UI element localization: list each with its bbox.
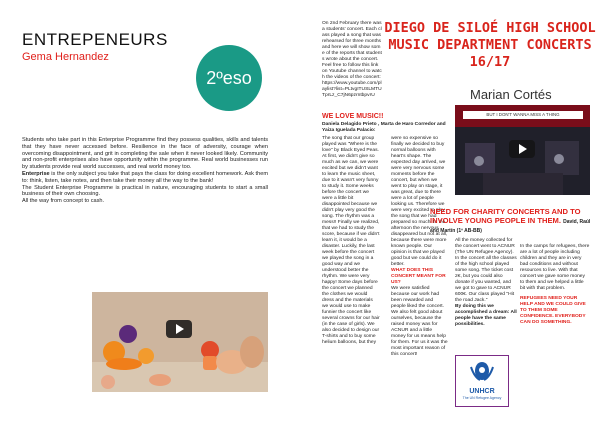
grade-badge [196,45,262,111]
grade-badge-label: 2ºeso [206,67,252,88]
concert-intro: On 2nd February there was a students' concert. Each class played a song that was rehearsed for three months and here we will show some of the reports that students wrote about the concert. Feel free to follow this link on Youtube channel to watch the videos of the concert:https://www.youtube.com/playlist?list=PLtvgITUSLMTUTprLz_C7jN6pzrntbpvrU [322,21,382,98]
video-thumbnail-illustration [92,292,268,392]
enterprise-bold: Enterprise [22,170,50,177]
intro-paragraph-2: Enterprise is the only subject you take that pays the class for doing excellent homework. Ask them to: think, listen, take notes, and then take their money all the way to the bank! [22,170,268,184]
charity-column-1: All the money collected for the concert went to ACNUR (The UN Refugee Agency). In the concert all the classes of the high school played some song. The ticket cost 2€, but you could also donate if you wanted, and we got to gave to ACNUR 600€. Our class played "Hit the road Jack." By doing this we accomplished a dream: All people have the same possibilities. [455,238,517,327]
author-name: Gema Hernandez [22,51,109,63]
video-play-button[interactable] [166,320,192,338]
concert-video-play-button[interactable] [509,140,535,158]
enterprise-video[interactable] [92,292,268,392]
unhcr-emblem-icon [467,359,497,383]
love-music-title: WE LOVE MUSIC!! [322,113,384,120]
charity-dream: By doing this we accomplished a dream: All people have the same possibilities. [455,304,517,327]
concert-byline: Daniela Delagido Prieto , Marta de Haro Corredor and Yaiza Iguelada Palacio: [322,122,446,133]
concert-video-banner: BUT I DON'T WANNA MISS A THING [463,111,583,119]
charity-byline: David, Raúl and Martín (1º AB-BB) [430,218,591,234]
teacher-name: Marian Cortés [470,87,552,102]
intro-paragraph-3: The Student Enterprise Programme is practical in nature, encouraging students to start a small business of their own choosing. [22,184,268,198]
intro-paragraph-1: Students who take part in this Enterprise Programme find they possess qualities, skills and talents that they have never accessed before. Resilience in the face of adversity, courage when overcoming disappointment, and grit in completing the sale when it never looked likely. Community and non-profit enterprises also have opportunity within the programme. Real world businesses run by students provide real world successes, and real world money too. [22,137,268,171]
concert-video[interactable] [455,105,590,195]
unhcr-sub: The UN Refugee Agency [462,396,502,400]
charity-title: NEED FOR CHARITY CONCERTS AND TO INVOLVE YOUNG PEOPLE IN THEM. David, Raúl and Martín (1º AB-BB) [430,207,591,234]
intro-paragraph-4: All the way from concept to cash. [22,198,105,205]
report-column-1: The song that our group played was "Where is the love" by Black Eyed Peas. At first, we didn't give so much as we can, we were excited but we didn't want to learn the music sheet, due to it wasn't very funny to study it. Some weeks before the concert we were a little bit disappointed because we didn't play very good the song. The rhythm was a mess!! Finally we realized, that we had to study the score, because if we didn't learn it, it would be a disaster. Luckily, the last week before the concert we played the song in a good way and we understood better the rhythm. We were very happy! Some days before the concert we planned the clothes we would dress and the materials we would use to make funnier the concert like several crowns for our hair (in the case of girls). We also decided to design our T-shirts and to buy some helium balloons, but they [322,136,380,345]
newsletter-heading: DIEGO DE SILOÉ HIGH SCHOOL MUSIC DEPARTMENT CONCERTS 16/17 [384,20,596,70]
article-title: ENTREPENEURS [22,30,168,49]
report-column-2: were so expensive so finally we decided to buy normal balloons with heart's shape. The expected day arrived, we were very nervous some moments before the concert, but when we went to play on stage, it was great, due to there were a lot of people looking us. Therefore we were very excited to play the song that we had prepared so much. In the afternoon the nervous disappeared but not at all, because there were more known people. Our opinion is that we played good but we could do it better. WHAT DOES THIS CONCERT MEANT FOR US? We were satisfied because our work had been rewarded and people liked the concert. We also felt good about ourselves, because the raised money was for ACNUR and a little money for us means help for them. For us it was the most important reason of this concert! [391,136,448,357]
charity-column-2: In the camps for refugees, there are a lot of people including children and they are in very bad conditions and without resources to live. With that concert we gave some money to them and we helped a little bit with that problem. REFUGEES NEED YOUR HELP AND WE COULD GIVE TO THEM SOME CONFIDENCE. EVERYBODY CAN DO SOMETHING. [520,244,590,325]
unhcr-logo [455,355,509,407]
refugees-call: REFUGEES NEED YOUR HELP AND WE COULD GIVE TO THEM SOME CONFIDENCE. EVERYBODY CAN DO SOMETHING. [520,296,586,325]
intro-text [22,137,268,205]
unhcr-label: UNHCR [469,388,495,395]
meant-title: WHAT DOES THIS CONCERT MEANT FOR US? [391,268,446,285]
